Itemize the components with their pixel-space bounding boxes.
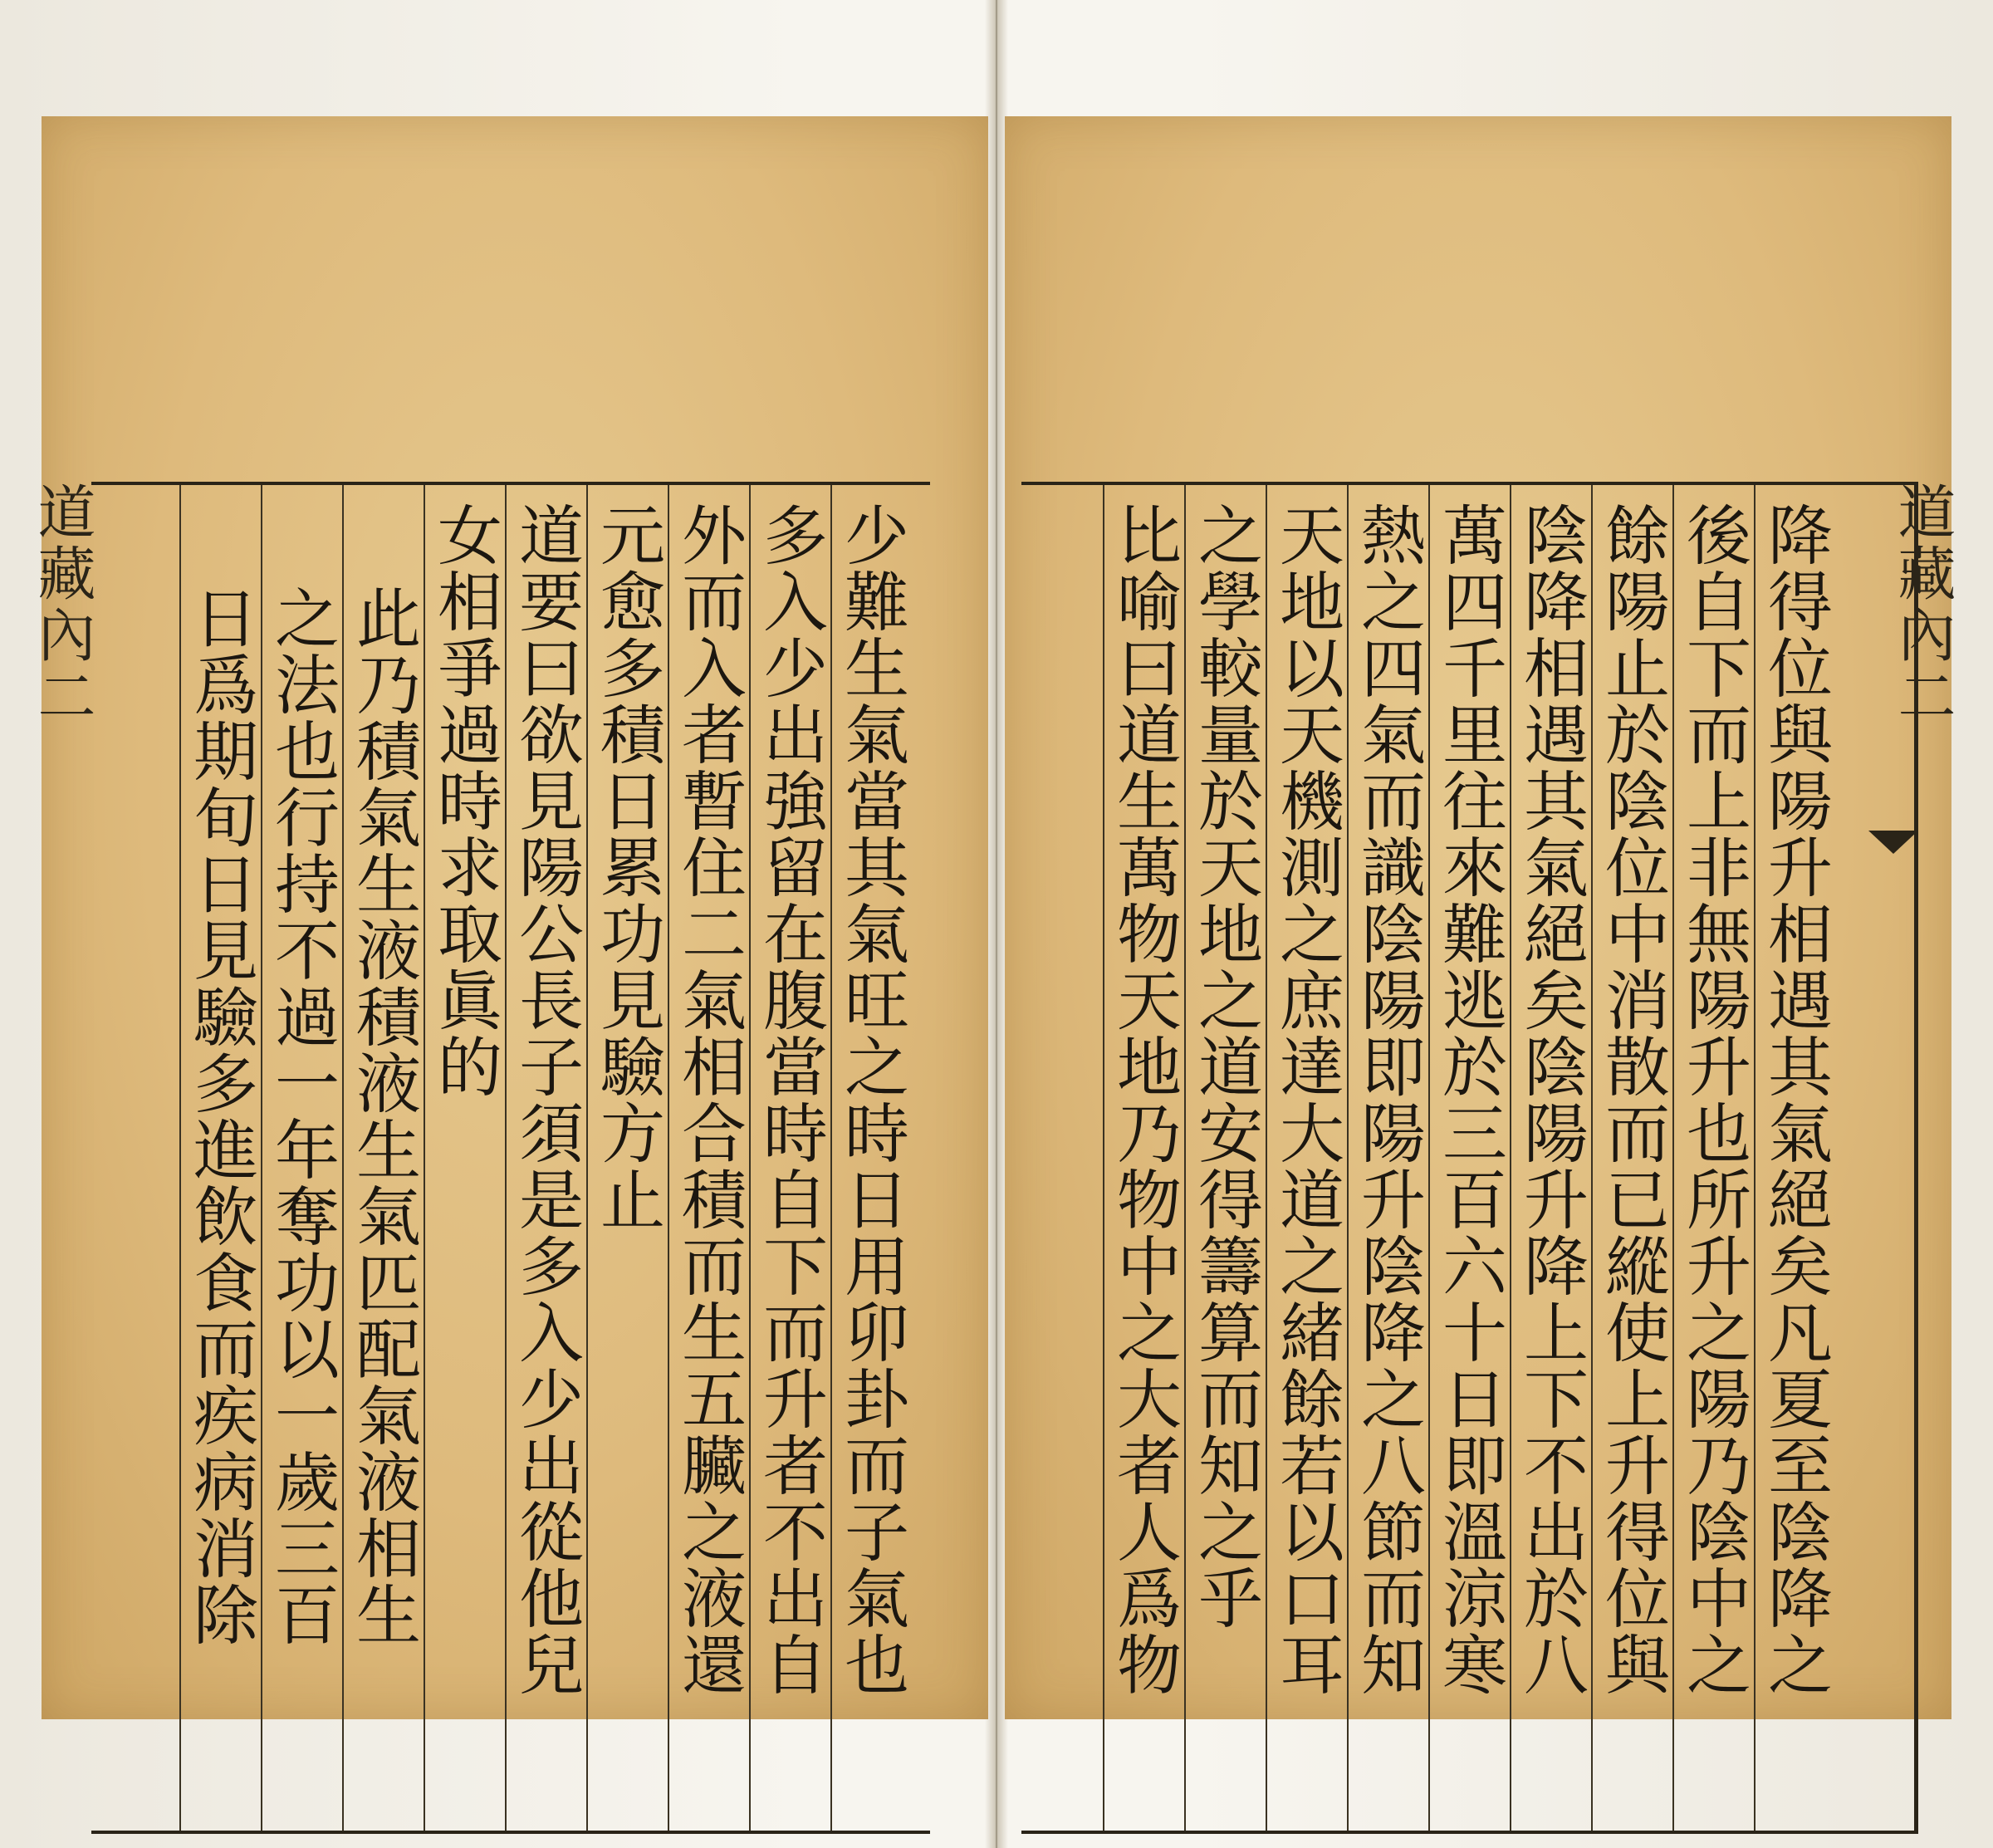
text-column: 降得位與陽升相遇其氣絕矣凡夏至陰降之 [1754, 485, 1835, 1831]
text-column: 元愈多積日累功見驗方止 [586, 485, 668, 1831]
text-column: 萬四千里往來難逃於三百六十日即溫涼寒 [1428, 485, 1510, 1831]
text-column: 天地以天機測之庶達大道之緒餘若以口耳 [1266, 485, 1347, 1831]
text-column: 陰降相遇其氣絕矣陰陽升降上下不出於八 [1510, 485, 1591, 1831]
left-text-frame [91, 482, 930, 1834]
right-page [1005, 116, 1956, 1719]
text-column: 比喻曰道生萬物天地乃物中之大者人爲物 [1103, 485, 1184, 1831]
text-column: 熱之四氣而識陰陽即陽升陰降之八節而知 [1347, 485, 1428, 1831]
text-column: 道要曰欲見陽公長子須是多入少出從他兒 [505, 485, 586, 1831]
left-page [28, 116, 988, 1719]
text-column: 後自下而上非無陽升也所升之陽乃陰中之 [1672, 485, 1754, 1831]
text-column: 女相爭過時求取眞的 [424, 485, 505, 1831]
left-margin-title: 道藏內二 [28, 482, 96, 728]
right-margin-title: 道藏內二 [1888, 482, 1956, 728]
text-column: 此乃積氣生液積液生氣匹配氣液相生 [342, 485, 424, 1831]
text-column: 之法也行持不過一年奪功以一歲三百 [261, 485, 342, 1831]
text-column: 之學較量於天地之道安得籌算而知之乎 [1184, 485, 1266, 1831]
text-column: 少難生氣當其氣旺之時日用卯卦而子氣也 [830, 485, 912, 1831]
right-text-frame [1021, 482, 1918, 1834]
text-column: 日爲期旬日見驗多進飲食而疾病消除 [179, 485, 261, 1831]
text-column: 多入少出強留在腹當時自下而升者不出自 [749, 485, 830, 1831]
text-column: 餘陽止於陰位中消散而已縱使上升得位與 [1591, 485, 1672, 1831]
text-column: 外而入者暫住二氣相合積而生五臟之液還 [668, 485, 749, 1831]
